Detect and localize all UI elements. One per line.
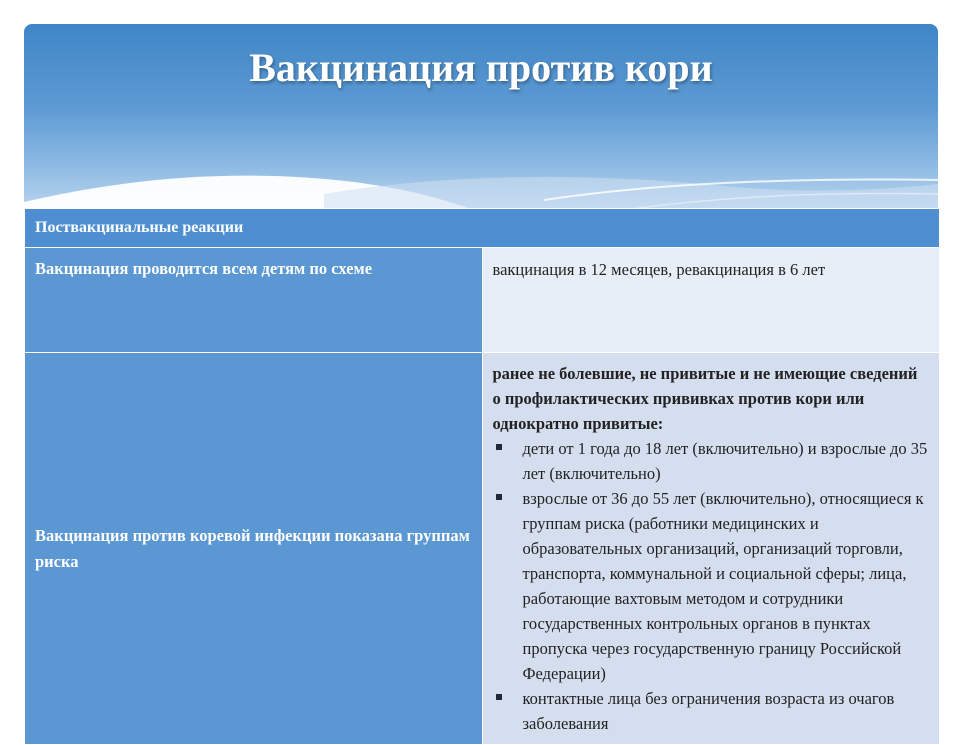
slide-title: Вакцинация против кори (249, 45, 713, 90)
table-header-row (25, 209, 940, 248)
row-content (482, 353, 940, 745)
row-label: Вакцинация проводится всем детям по схеме (25, 248, 483, 353)
risk-group-intro: ранее не болевшие, не привитые и не имеющие сведений о профилактических прививках против кори или однократно привитые: (492, 364, 918, 433)
list-item-text: контактные лица без ограничения возраста из очагов заболевания (522, 689, 895, 733)
table-row (25, 353, 940, 745)
row-content: вакцинация в 12 месяцев, ревакцинация в 6 лет (482, 248, 940, 353)
list-item-text: взрослые от 36 до 55 лет (включительно), относящиеся к группам риска (работники медицинских и образовательных организаций, организаций торговли, транспорта, коммунальной и социальной сферы; лица, работающие вахтовым методом и сотрудники государственных контрольных органов в пунктах пропуска через государственную границу Российской Федерации) (522, 489, 924, 683)
list-item-text: дети от 1 года до 18 лет (включительно) и взрослые до 35 лет (включительно) (522, 439, 928, 483)
risk-group-list (493, 436, 930, 736)
row-label: Вакцинация против коревой инфекции показана группам риска (25, 353, 483, 745)
square-bullet-icon (496, 444, 502, 450)
list-item (493, 486, 930, 686)
list-item (493, 686, 930, 736)
list-item (493, 436, 930, 486)
vaccination-table (24, 208, 940, 745)
table-header-cell: Поствакцинальные реакции (25, 209, 940, 248)
square-bullet-icon (496, 494, 502, 500)
table-row (25, 248, 940, 353)
slide-header-banner (24, 24, 938, 210)
square-bullet-icon (496, 694, 502, 700)
